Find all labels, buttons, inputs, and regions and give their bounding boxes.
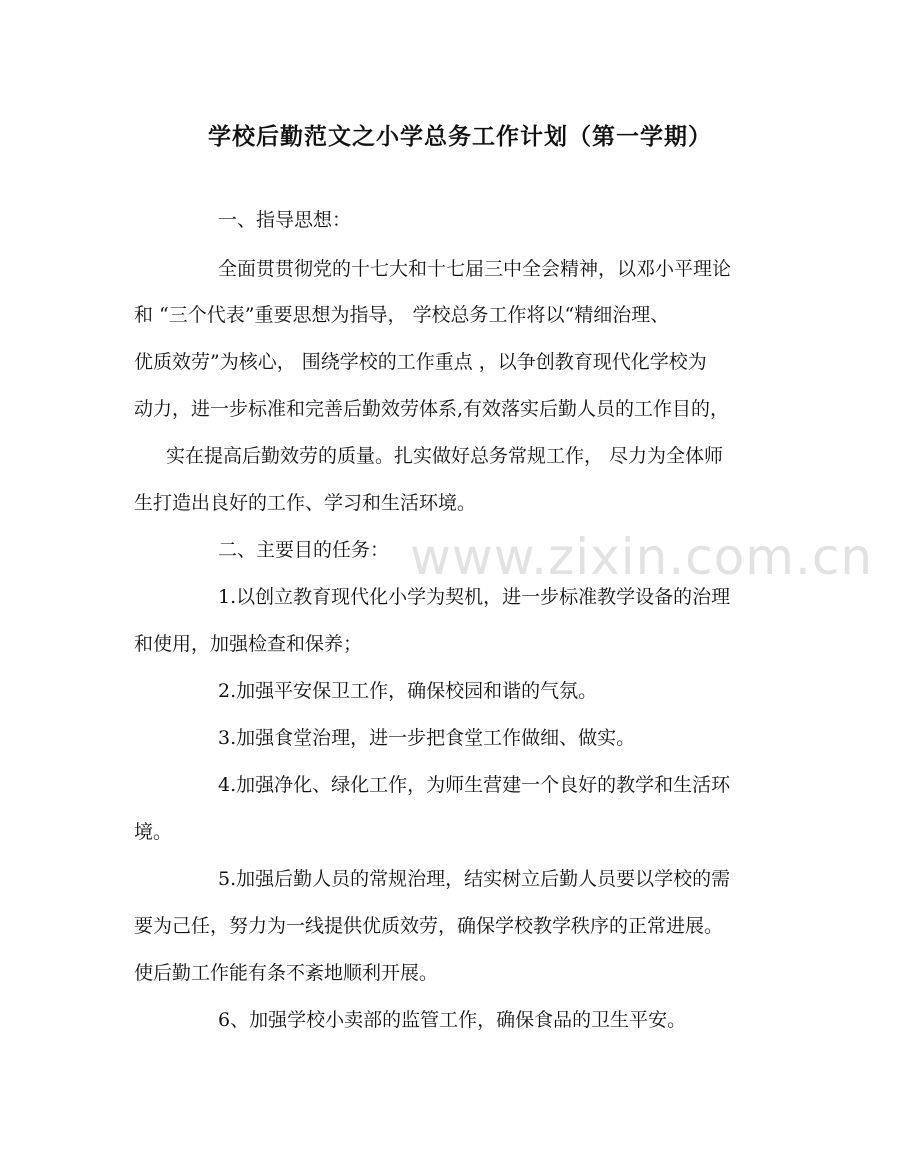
list-item-5-continued: 使后勤工作能有条不紊地顺利开展。 <box>134 962 439 984</box>
paragraph-line: 优质效劳”为核心， 围绕学校的工作重点 ，以争创教育现代化学校为 <box>134 351 707 373</box>
paragraph-line: 实在提高后勤效劳的质量。扎实做好总务常规工作， 尽力为全体师 <box>166 445 724 467</box>
list-item-2: 2.加强平安保卫工作，确保校园和谐的气氛。 <box>218 680 598 702</box>
paragraph-line: 生打造出良好的工作、学习和生活环境。 <box>134 492 477 514</box>
document-title: 学校后勤范文之小学总务工作计划（第一学期） <box>208 123 712 150</box>
list-item-4: 4.加强净化、绿化工作，为师生营建一个良好的教学和生活环 <box>218 774 731 796</box>
list-item-6: 6、加强学校小卖部的监管工作，确保食品的卫生平安。 <box>218 1009 687 1031</box>
paragraph-line: 全面贯贯彻党的十七大和十七届三中全会精神，以邓小平理论 <box>218 258 732 280</box>
watermark: www.zixin.com.cn <box>410 528 874 586</box>
paragraph-line: 动力，进一步标准和完善后勤效劳体系,有效落实后勤人员的工作目的， <box>134 398 730 420</box>
list-item-1-continued: 和使用，加强检查和保养； <box>134 633 363 655</box>
section-heading-guiding-ideology: 一、指导思想： <box>218 209 352 231</box>
section-heading-main-tasks: 二、主要目的任务： <box>218 539 390 561</box>
list-item-3: 3.加强食堂治理，进一步把食堂工作做细、做实。 <box>218 727 636 749</box>
list-item-1: 1.以创立教育现代化小学为契机，进一步标准教学设备的治理 <box>218 586 731 608</box>
paragraph-line: 和 “三个代表”重要思想为指导， 学校总务工作将以“精细治理、 <box>134 304 670 326</box>
list-item-4-continued: 境。 <box>134 821 173 843</box>
list-item-5: 5.加强后勤人员的常规治理，结实树立后勤人员要以学校的需 <box>218 868 731 890</box>
list-item-5-continued: 要为己任，努力为一线提供优质效劳，确保学校教学秩序的正常进展。 <box>134 915 724 937</box>
